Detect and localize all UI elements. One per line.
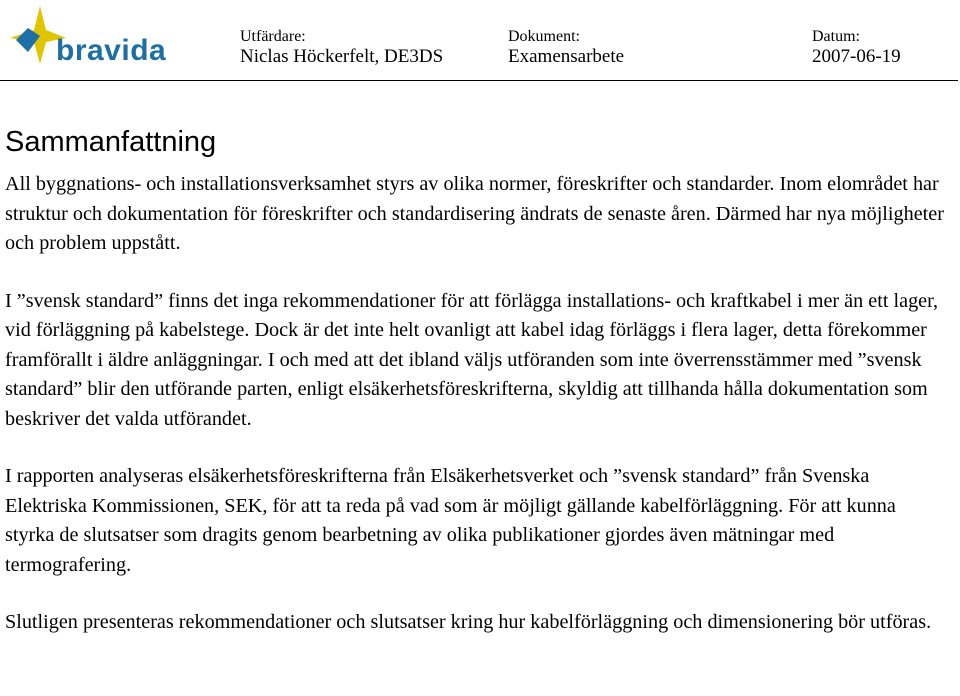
paragraph-analysis: I rapporten analyseras elsäkerhetsföreskrifterna från Elsäkerhetsverket och ”svensk standard” från Svenska Elektriska Kommissionen, SEK, för att ta reda på vad som är möjligt gällande kabelförläggning. För att kunna styrka de slutsatser som dragits genom bearbetning av olika publikationer gjordes även mätningar med termografering.	[5, 465, 896, 576]
header-divider	[0, 80, 958, 81]
issuer-label: Utfärdare:	[240, 28, 306, 45]
document-body	[5, 170, 950, 638]
bravida-logo	[8, 4, 167, 70]
document-value: Examensarbete	[508, 46, 625, 67]
page-title: Sammanfattning	[5, 126, 217, 158]
issuer-value: Niclas Höckerfelt, DE3DS	[240, 46, 444, 67]
document-label: Dokument:	[508, 28, 580, 45]
paragraph-standard: I ”svensk standard” finns det inga rekommendationer för att förlägga installations- och kraftkabel i mer än ett lager, vid förläggning på kabelstege. Dock är det inte helt ovanligt att kabel idag förläggs i flera lager, detta förekommer framförallt i äldre anläggningar. I och med att det ibland väljs utföranden som inte överrensstämmer med ”svensk standard” blir den utförande parten, enligt elsäkerhetsföreskrifterna, skyldig att tillhanda hålla dokumentation som beskriver det valda utförandet.	[5, 289, 939, 430]
date-value: 2007-06-19	[812, 46, 901, 67]
date-label: Datum:	[812, 28, 860, 45]
paragraph-intro: All byggnations- och installationsverksamhet styrs av olika normer, föreskrifter och standarder. Inom elområdet har struktur och dokumentation för föreskrifter och standardisering ändrats de senaste åren. Därmed har nya möjligheter och problem uppstått.	[5, 173, 944, 254]
logo-wordmark: bravida	[56, 34, 167, 67]
paragraph-conclusion: Slutligen presenteras rekommendationer och slutsatser kring hur kabelförläggning och dimensionering bör utföras.	[5, 611, 932, 633]
